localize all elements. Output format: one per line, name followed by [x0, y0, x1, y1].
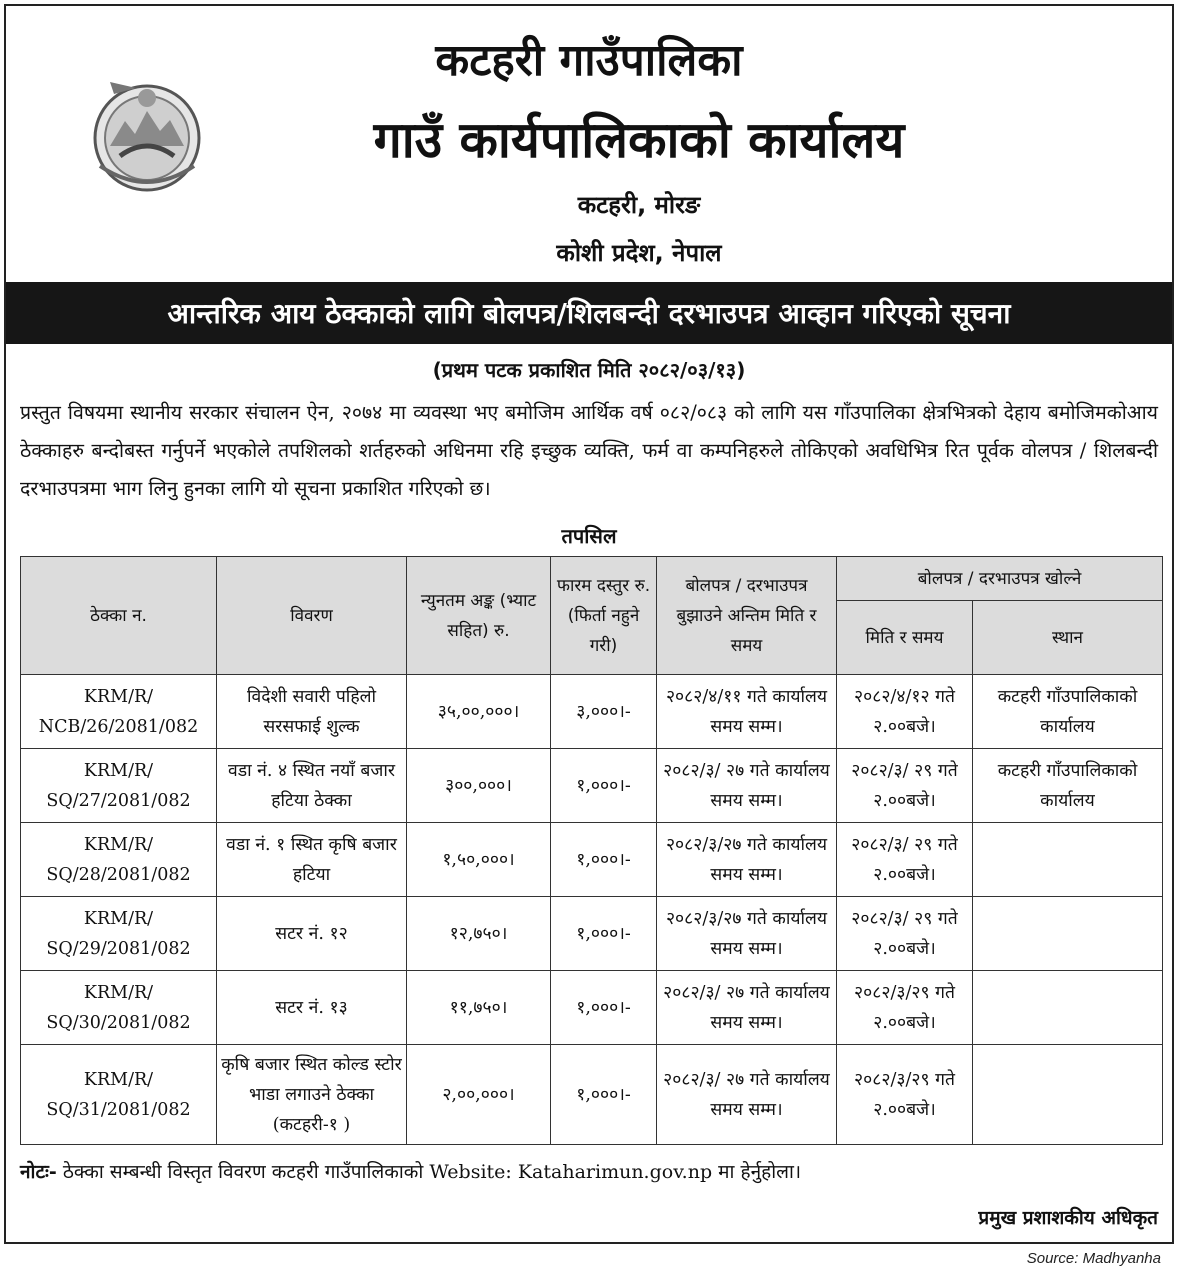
cell-description: वडा नं. ४ स्थित नयाँ बजार हटिया ठेक्का	[217, 749, 407, 823]
header-deadline: बोलपत्र / दरभाउपत्र बुझाउने अन्तिम मिति र समय	[657, 557, 837, 675]
cell-amount: १२,७५०।	[407, 897, 551, 971]
cell-description: सटर नं. १२	[217, 897, 407, 971]
cell-contract-no: KRM/R/ SQ/28/2081/082	[21, 823, 217, 897]
cell-fee: १,०००।-	[551, 749, 657, 823]
municipality-name: कटहरी गाउँपालिका	[435, 35, 743, 86]
cell-contract-no: KRM/R/ SQ/31/2081/082	[21, 1045, 217, 1145]
header-contract-no: ठेक्का न.	[21, 557, 217, 675]
cell-contract-no: KRM/R/ SQ/29/2081/082	[21, 897, 217, 971]
publish-date-line: (प्रथम पटक प्रकाशित मिति २०८२/०३/१३)	[432, 358, 746, 382]
cell-opening-datetime: २०८२/४/१२ गते २.००बजे।	[837, 675, 973, 749]
note-text: ठेक्का सम्बन्धी विस्तृत विवरण कटहरी गाउँपालिकाको Website: Kataharimun.gov.np मा हेर्नुहोला।	[62, 1161, 802, 1183]
cell-opening-place: कटहरी गाँउपालिकाको कार्यालय	[973, 675, 1163, 749]
cell-opening-place	[973, 897, 1163, 971]
cell-amount: २,००,०००।	[407, 1045, 551, 1145]
tender-table	[20, 556, 1163, 1145]
cell-amount: १,५०,०००।	[407, 823, 551, 897]
cell-opening-datetime: २०८२/३/२९ गते २.००बजे।	[837, 1045, 973, 1145]
footer-note	[20, 1158, 801, 1184]
cell-opening-place	[973, 971, 1163, 1045]
cell-fee: १,०००।-	[551, 971, 657, 1045]
table-row	[21, 749, 1163, 823]
source-credit: Source: Madhyanha	[1026, 1250, 1161, 1267]
cell-contract-no: KRM/R/ SQ/27/2081/082	[21, 749, 217, 823]
cell-fee: १,०००।-	[551, 823, 657, 897]
cell-deadline: २०८२/३/ २७ गते कार्यालय समय सम्म।	[657, 1045, 837, 1145]
cell-description: विदेशी सवारी पहिलो सरसफाई शुल्क	[217, 675, 407, 749]
header-description: विवरण	[217, 557, 407, 675]
cell-contract-no: KRM/R/ SQ/30/2081/082	[21, 971, 217, 1045]
cell-deadline: २०८२/३/२७ गते कार्यालय समय सम्म।	[657, 823, 837, 897]
table-row	[21, 823, 1163, 897]
cell-opening-datetime: २०८२/३/ २९ गते २.००बजे।	[837, 823, 973, 897]
table-caption: तपसिल	[561, 524, 617, 548]
address-line-1: कटहरी, मोरङ	[577, 191, 701, 219]
signatory: प्रमुख प्रशाशकीय अधिकृत	[978, 1207, 1158, 1229]
cell-opening-datetime: २०८२/३/२९ गते २.००बजे।	[837, 971, 973, 1045]
address-line-2: कोशी प्रदेश, नेपाल	[556, 239, 722, 267]
cell-opening-place: कटहरी गाँउपालिकाको कार्यालय	[973, 749, 1163, 823]
header-opening-datetime: मिति र समय	[837, 601, 973, 675]
note-label: नोटः-	[20, 1161, 57, 1183]
cell-deadline: २०८२/३/ २७ गते कार्यालय समय सम्म।	[657, 971, 837, 1045]
office-name: गाउँ कार्यपालिकाको कार्यालय	[373, 111, 905, 169]
cell-description: कृषि बजार स्थित कोल्ड स्टोर भाडा लगाउने ठेक्का (कटहरी-१ )	[217, 1045, 407, 1145]
cell-opening-datetime: २०८२/३/ २९ गते २.००बजे।	[837, 749, 973, 823]
table-row	[21, 897, 1163, 971]
cell-deadline: २०८२/३/२७ गते कार्यालय समय सम्म।	[657, 897, 837, 971]
cell-amount: ३००,०००।	[407, 749, 551, 823]
cell-description: वडा नं. १ स्थित कृषि बजार हटिया	[217, 823, 407, 897]
public-notice	[4, 4, 1174, 1244]
cell-amount: ११,७५०।	[407, 971, 551, 1045]
notice-title-banner: आन्तरिक आय ठेक्काको लागि बोलपत्र/शिलबन्दी दरभाउपत्र आव्हान गरिएको सूचना	[6, 282, 1172, 344]
cell-opening-place	[973, 1045, 1163, 1145]
cell-opening-datetime: २०८२/३/ २९ गते २.००बजे।	[837, 897, 973, 971]
cell-deadline: २०८२/४/११ गते कार्यालय समय सम्म।	[657, 675, 837, 749]
cell-deadline: २०८२/३/ २७ गते कार्यालय समय सम्म।	[657, 749, 837, 823]
header-form-fee: फारम दस्तुर रु. (फिर्ता नहुने गरी)	[551, 557, 657, 675]
cell-fee: १,०००।-	[551, 1045, 657, 1145]
cell-contract-no: KRM/R/ NCB/26/2081/082	[21, 675, 217, 749]
cell-fee: ३,०००।-	[551, 675, 657, 749]
cell-fee: १,०००।-	[551, 897, 657, 971]
table-row	[21, 971, 1163, 1045]
header-min-amount: न्युनतम अङ्क (भ्याट सहित) रु.	[407, 557, 551, 675]
table-row	[21, 675, 1163, 749]
table-row	[21, 1045, 1163, 1145]
cell-amount: ३५,००,०००।	[407, 675, 551, 749]
cell-opening-place	[973, 823, 1163, 897]
header-opening-group: बोलपत्र / दरभाउपत्र खोल्ने	[837, 557, 1163, 601]
intro-paragraph: प्रस्तुत विषयमा स्थानीय सरकार संचालन ऐन, २०७४ मा व्यवस्था भए बमोजिम आर्थिक वर्ष ०८२/०८३ को लागि यस गाँउपालिका क्षेत्रभित्रको देहाय बमोजिमकोआय ठेक्काहरु बन्दोबस्त गर्नुपर्ने भएकोले तपशिलको शर्तहरुको अधिनमा रहि इच्छुक व्यक्ति, फर्म वा कम्पनिहरुले तोकिएको अवधिभित्र रित पूर्वक वोलपत्र / शिलबन्दी दरभाउपत्रमा भाग लिनु हुनका लागि यो सूचना प्रकाशित गरिएको छ।	[20, 401, 1158, 500]
header-opening-place: स्थान	[973, 601, 1163, 675]
cell-description: सटर नं. १३	[217, 971, 407, 1045]
